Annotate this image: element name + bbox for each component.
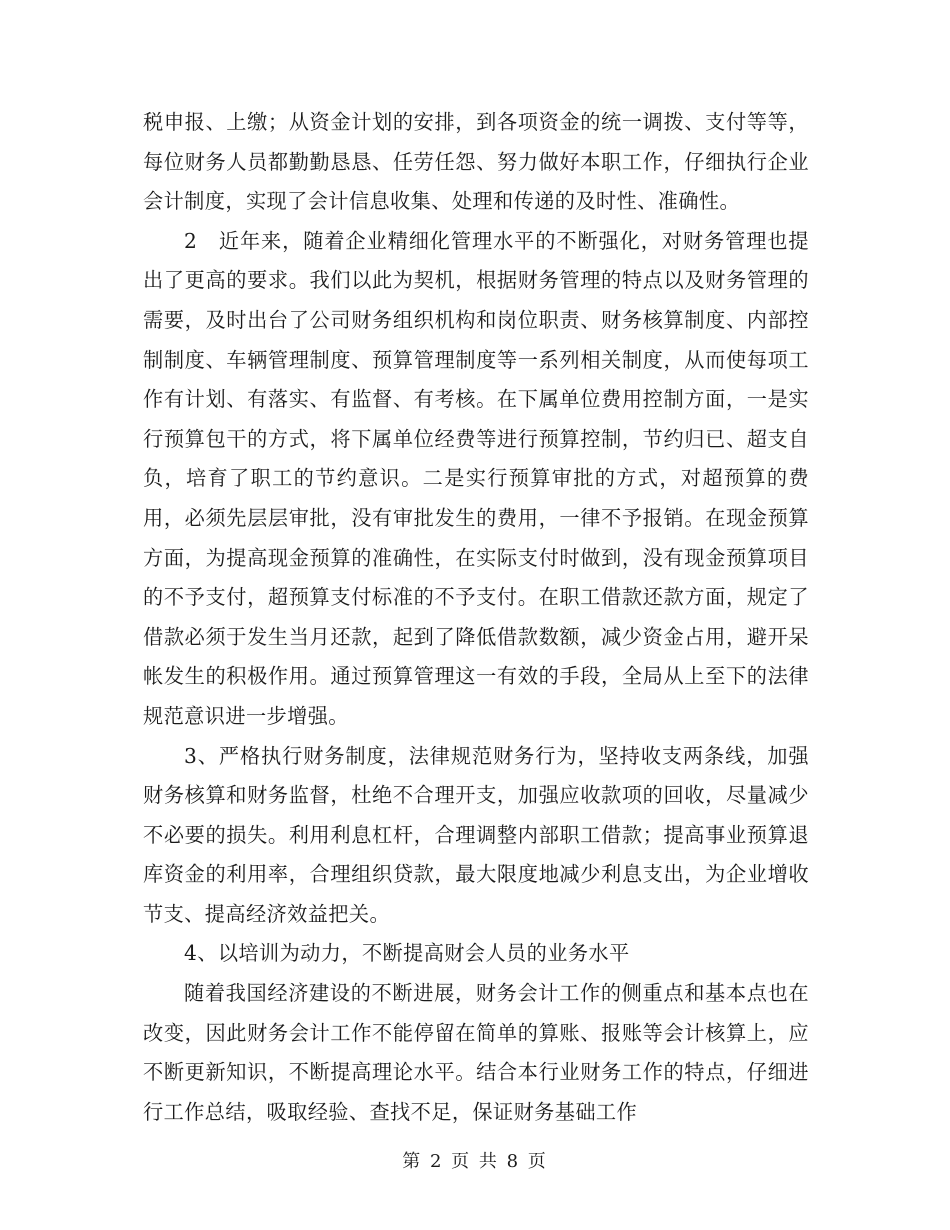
paragraph-5: 随着我国经济建设的不断进展，财务会计工作的侧重点和基本点也在改变，因此财务会计工作不能停留在简单的算账、报账等会计核算上，应不断更新知识，不断提高理论水平。结合本行业财务工作的特点，仔细进行工作总结，吸取经验、查找不足，保证财务基础工作 bbox=[143, 981, 809, 1124]
page-number-footer: 第 2 页 共 8 页 bbox=[402, 1151, 548, 1172]
paragraph-4-heading: 4、以培训为动力，不断提高财会人员的业务水平 bbox=[184, 941, 630, 966]
paragraph-3: 3、严格执行财务制度，法律规范财务行为，坚持收支两条线，加强财务核算和财务监督，杜绝不合理开支，加强应收款项的回收，尽量减少不必要的损失。利用利息杠杆，合理调整内部职工借款；提高事业预算退库资金的利用率，合理组织贷款，最大限度地减少利息支出，为企业增收节支、提高经济效益把关。 bbox=[143, 743, 809, 926]
paragraph-2: 2 近年来，随着企业精细化管理水平的不断强化，对财务管理也提出了更高的要求。我们以此为契机，根据财务管理的特点以及财务管理的需要，及时出台了公司财务组织机构和岗位职责、财务核算制度、内部控制制度、车辆管理制度、预算管理制度等一系列相关制度，从而使每项工作有计划、有落实、有监督、有考核。在下属单位费用控制方面，一是实行预算包干的方式，将下属单位经费等进行预算控制，节约归已、超支自负，培育了职工的节约意识。二是实行预算审批的方式，对超预算的费用，必须先层层审批，没有审批发生的费用，一律不予报销。在现金预算方面，为提高现金预算的准确性，在实际支付时做到，没有现金预算项目的不予支付，超预算支付标准的不予支付。在职工借款还款方面，规定了借款必须于发生当月还款，起到了降低借款数额，减少资金占用，避开呆帐发生的积极作用。通过预算管理这一有效的手段，全局从上至下的法律规范意识进一步增强。 bbox=[143, 228, 809, 728]
paragraph-continuation: 税申报、上缴；从资金计划的安排，到各项资金的统一调拨、支付等等，每位财务人员都勤勤恳恳、任劳任怨、努力做好本职工作，仔细执行企业会计制度，实现了会计信息收集、处理和传递的及时性、准确性。 bbox=[143, 110, 809, 214]
document-body bbox=[143, 103, 809, 1132]
